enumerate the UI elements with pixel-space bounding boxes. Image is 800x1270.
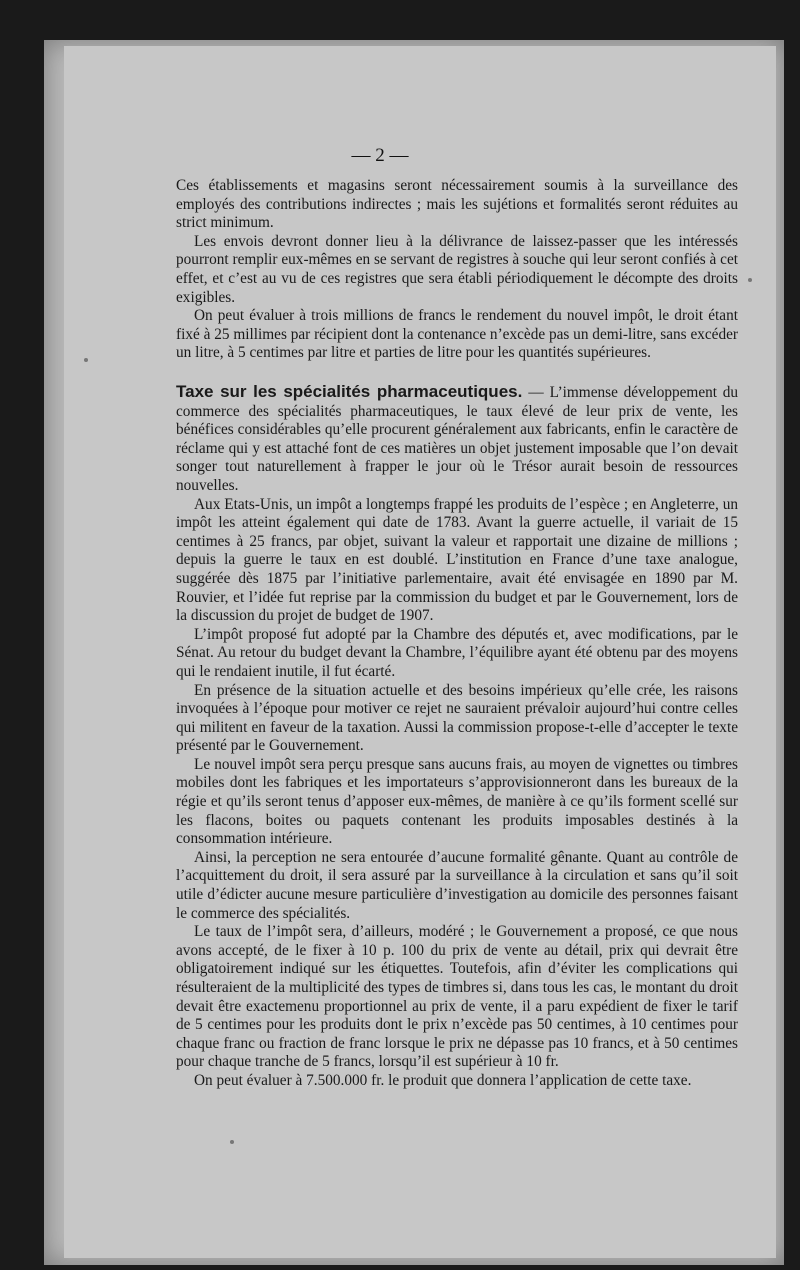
section-pharmaceutical-tax bbox=[176, 383, 738, 1091]
intro-text bbox=[176, 177, 738, 363]
paragraph-current-situation: En présence de la situation actuelle et des besoins impérieux qu’elle crée, les raisons invoquées à l’époque pour motiver ce rejet ne sauraient prévaloir aujourd’hui contre celles qui militent en faveur de la taxation. Aussi la commission propose-t-elle d’accepter le texte présenté par le Gouvernement. bbox=[176, 681, 738, 755]
paragraph-revenue-estimate: On peut évaluer à trois millions de francs le rendement du nouvel impôt, le droit étant fixé à 25 millimes par récipient dont la contenance n’excède pas un demi-litre, sans excéder un litre, à 5 centimes par litre et parties de litre pour les quantités supérieures. bbox=[176, 307, 738, 362]
paper-speck bbox=[230, 1140, 234, 1144]
paragraph-adoption: L’impôt proposé fut adopté par la Chambre des députés et, avec modifications, par le Sénat. Au retour du budget devant la Chambre, l’équilibre ayant été obtenu par des moyens qui le rendaient inutile, il fut écarté. bbox=[176, 625, 738, 680]
paper-speck bbox=[748, 278, 752, 282]
paragraph-stamps: Le nouvel impôt sera perçu presque sans aucuns frais, au moyen de vignettes ou timbres mobiles dont les fabriques et les importateurs s’approvisionneront dans les bureaux de la régie et qu’ils seront tenus d’apposer eux-mêmes, de manière à ce qu’ils forment scellé sur les flacons, boites ou paquets contenant les produits imposables destinés à la consommation intérieure. bbox=[176, 755, 738, 848]
paragraph-establishments: Ces établissements et magasins seront nécessairement soumis à la surveillance des employés des contributions indirectes ; mais les sujétions et formalités seront réduites au strict minimum. bbox=[176, 177, 738, 232]
paragraph-shipments: Les envois devront donner lieu à la délivrance de laissez-passer que les intéressés pourront remplir eux-mêmes en se servant de registres à souche qui leur seront confiés à cet effet, et c’est au vu de ces registres que sera établi périodiquement le décompte des droits exigibles. bbox=[176, 232, 738, 306]
section-lead-paragraph bbox=[176, 383, 738, 496]
section-dash: — bbox=[528, 384, 544, 401]
paragraph-control: Ainsi, la perception ne sera entourée d’aucune formalité gênante. Quant au contrôle de l’acquittement du droit, il sera assuré par la surveillance à la circulation et sans qu’il soit utile d’édicter aucune mesure particulière d’investigation au domicile des personnes faisant le commerce des spécialités. bbox=[176, 848, 738, 922]
paragraph-yield: On peut évaluer à 7.500.000 fr. le produit que donnera l’application de cette taxe. bbox=[194, 1071, 692, 1089]
paper-speck bbox=[84, 358, 88, 362]
section-title: Taxe sur les spécialités pharmaceutiques. bbox=[176, 382, 523, 401]
section-lead-text: L’immense développement du commerce des spécialités pharmaceutiques, le taux élevé de leur prix de vente, les bénéfices considérables qu’elle procurent généralement aux fabricants, enfin le caractère de réclame qui y est attaché font de ces matières un objet justement imposable que l’on devait songer tout naturellement à frapper le jour où le Trésor aurait besoin de ressources nouvelles. bbox=[176, 384, 738, 494]
paragraph-foreign-taxes: Aux Etats-Unis, un impôt a longtemps frappé les produits de l’espèce ; en Angleterre, un impôt les atteint également qui date de 1783. Avant la guerre actuelle, il variait de 15 centimes à 25 francs, par objet, suivant la valeur et rapportait une dizaine de millions ; depuis la guerre le taux en est doublé. L’institution en France d’une taxe analogue, suggérée dès 1875 par l’initiative parlementaire, avait été envisagée en 1890 par M. Rouvier, et l’idée fut reprise par la commission du budget et par le Gouvernement, lors de la discussion du projet de budget de 1907. bbox=[176, 495, 738, 625]
paragraph-rate: Le taux de l’impôt sera, d’ailleurs, modéré ; le Gouvernement a proposé, ce que nous avons accepté, de le fixer à 10 p. 100 du prix de vente au détail, prix qui devrait être obligatoirement indiqué sur les étiquettes. Toutefois, afin d’éviter les complications qui résulteraient de la multiplicité des types de timbres si, dans tous les cas, le montant du droit devait être exactemenu proportionnel au prix de vente, il a paru expédient de fixer le tarif de 5 centimes pour les produits dont le prix n’excède pas 50 centimes, à 10 centimes pour chaque franc ou fraction de franc lorsque le prix ne dépasse pas 10 francs, et à 50 centimes pour chaque tranche de 5 francs, lorsqu’il est supérieur à 10 fr. bbox=[176, 923, 738, 1071]
page-number: — 2 — bbox=[351, 145, 409, 166]
